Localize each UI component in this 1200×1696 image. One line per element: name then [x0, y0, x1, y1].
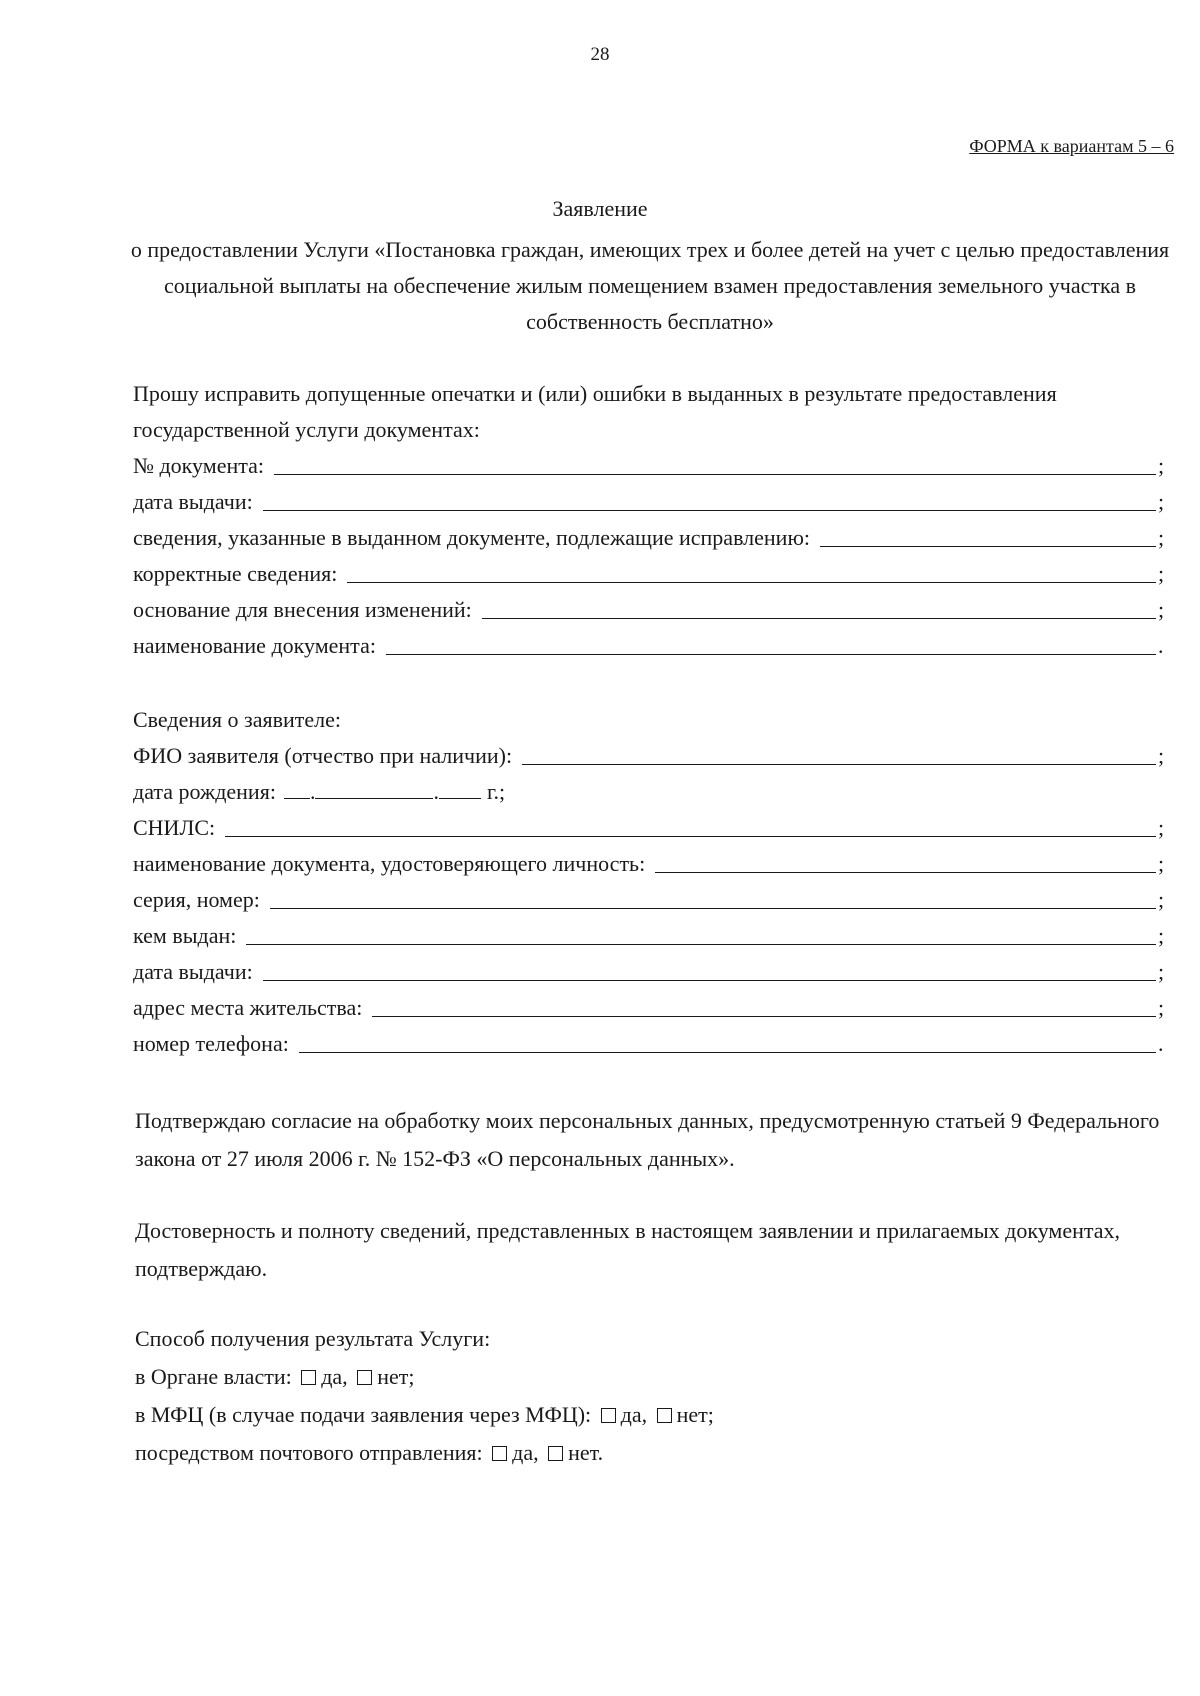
result-section: [135, 1320, 1170, 1472]
applicant-field-row: [133, 918, 1168, 954]
field-label: сведения, указанные в выданном документе, подлежащие исправлению:: [133, 525, 811, 550]
field-label: серия, номер:: [133, 887, 260, 912]
input-line[interactable]: [246, 924, 1156, 945]
result-option-row: [135, 1358, 1170, 1396]
year-suffix: г.;: [486, 779, 506, 804]
applicant-heading: Сведения о заявителе:: [133, 707, 342, 732]
field-end: ;: [1158, 525, 1165, 550]
applicant-field-row: [133, 1026, 1168, 1062]
input-line[interactable]: [655, 852, 1156, 873]
applicant-field-row: [133, 954, 1168, 990]
result-option-label: в Органе власти:: [135, 1364, 292, 1389]
field-label: корректные сведения:: [133, 561, 338, 586]
field-end: .: [1158, 633, 1164, 658]
yes-checkbox[interactable]: [601, 1408, 616, 1423]
field-end: ;: [1158, 923, 1165, 948]
field-label: адрес места жительства:: [133, 995, 363, 1020]
field-end: ;: [1158, 815, 1165, 840]
no-label: нет.: [568, 1440, 604, 1465]
field-row-fio: [133, 738, 1168, 774]
input-line[interactable]: [274, 454, 1156, 475]
yes-label: да,: [321, 1364, 348, 1389]
page-number: 28: [590, 44, 610, 65]
request-text: Прошу исправить допущенные опечатки и (или) ошибки в выданных в результате предоставления государственной услуги документах:: [133, 381, 1057, 442]
applicant-fields: [133, 810, 1168, 1062]
input-line[interactable]: [299, 1032, 1156, 1053]
document-field-row: [133, 592, 1168, 628]
input-line[interactable]: [820, 526, 1156, 547]
field-label: № документа:: [133, 453, 264, 478]
field-label: дата выдачи:: [133, 959, 253, 984]
input-line[interactable]: [482, 598, 1156, 619]
field-row-birth-date: [133, 774, 1168, 810]
birth-month-input[interactable]: [315, 778, 433, 799]
document-fields: [133, 448, 1168, 664]
field-end: ;: [1158, 453, 1165, 478]
field-end: ;: [1158, 851, 1165, 876]
yes-label: да,: [620, 1402, 648, 1427]
no-checkbox[interactable]: [548, 1446, 563, 1461]
field-label: наименование документа, удостоверяющего личность:: [133, 851, 646, 876]
field-end: ;: [1158, 887, 1165, 912]
document-subtitle: о предоставлении Услуги «Постановка граждан, имеющих трех и более детей на учет с целью предоставления социальной выплаты на обеспечение жилым помещением взамен предоставления земельного участка в собственность бесплатно»: [130, 237, 1170, 334]
result-option-row: [135, 1434, 1170, 1472]
applicant-field-row: [133, 846, 1168, 882]
input-line[interactable]: [225, 816, 1156, 837]
input-line[interactable]: [270, 888, 1156, 909]
document-field-row: [133, 628, 1168, 664]
field-label: дата выдачи:: [133, 489, 253, 514]
no-checkbox[interactable]: [357, 1370, 372, 1385]
field-label: номер телефона:: [133, 1031, 289, 1056]
birth-year-input[interactable]: [439, 778, 481, 799]
applicant-field-row: [133, 882, 1168, 918]
no-label: нет;: [377, 1364, 415, 1389]
birth-day-input[interactable]: [284, 778, 310, 799]
form-reference: ФОРМА к вариантам 5 – 6: [969, 136, 1174, 156]
field-end: ;: [1158, 959, 1165, 984]
input-line[interactable]: [522, 744, 1156, 765]
result-option-row: [135, 1396, 1170, 1434]
field-end: ;: [1158, 597, 1165, 622]
field-label: дата рождения:: [133, 779, 276, 804]
field-end: .: [1158, 1031, 1164, 1056]
no-label: нет;: [676, 1402, 714, 1427]
field-label: СНИЛС:: [133, 815, 216, 840]
field-end: ;: [1158, 995, 1165, 1020]
document-field-row: [133, 484, 1168, 520]
result-option-label: в МФЦ (в случае подачи заявления через МФЦ):: [135, 1402, 592, 1427]
field-label: основание для внесения изменений:: [133, 597, 472, 622]
request-section: [133, 376, 1168, 664]
field-end: ;: [1158, 561, 1165, 586]
field-label: кем выдан:: [133, 923, 237, 948]
result-options: [135, 1358, 1170, 1472]
yes-checkbox[interactable]: [492, 1446, 507, 1461]
consent-section: [135, 1102, 1170, 1178]
no-checkbox[interactable]: [657, 1408, 672, 1423]
field-end: ;: [1158, 743, 1165, 768]
input-line[interactable]: [263, 960, 1156, 981]
applicant-section: [133, 702, 1168, 1062]
applicant-field-row: [133, 810, 1168, 846]
field-end: ;: [1158, 489, 1165, 514]
input-line[interactable]: [386, 634, 1156, 655]
document-field-row: [133, 556, 1168, 592]
input-line[interactable]: [347, 562, 1156, 583]
field-label: наименование документа:: [133, 633, 376, 658]
document-title: Заявление: [552, 196, 648, 221]
document-field-row: [133, 520, 1168, 556]
input-line[interactable]: [263, 490, 1156, 511]
yes-label: да,: [512, 1440, 539, 1465]
date-separator: .: [309, 779, 316, 804]
field-label: ФИО заявителя (отчество при наличии):: [133, 743, 513, 768]
consent-text: Подтверждаю согласие на обработку моих персональных данных, предусмотренную статьей 9 Федерального закона от 27 июля 2006 г. № 152-ФЗ «О персональных данных».: [135, 1108, 1160, 1171]
applicant-field-row: [133, 990, 1168, 1026]
accuracy-section: [135, 1212, 1170, 1288]
result-option-label: посредством почтового отправления:: [135, 1440, 483, 1465]
accuracy-text: Достоверность и полноту сведений, представленных в настоящем заявлении и прилагаемых документах, подтверждаю.: [135, 1218, 1121, 1281]
document-field-row: [133, 448, 1168, 484]
yes-checkbox[interactable]: [301, 1370, 316, 1385]
result-heading: Способ получения результата Услуги:: [135, 1326, 491, 1351]
input-line[interactable]: [372, 996, 1156, 1017]
date-separator: .: [433, 779, 439, 804]
